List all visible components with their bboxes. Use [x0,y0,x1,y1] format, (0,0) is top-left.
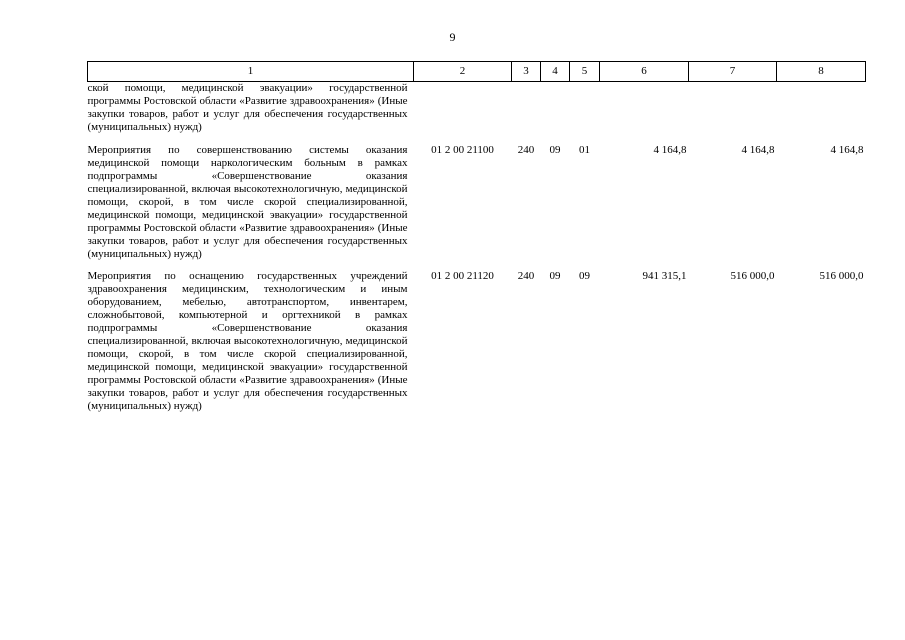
header-row [88,62,866,82]
page-number: 9 [449,30,456,44]
row-expense-type [512,82,541,140]
col-header-1: 1 [88,62,414,82]
row-section: 09 [549,270,561,282]
col-header-3: 3 [512,62,541,82]
col-header-7: 7 [689,62,777,82]
row-value-col6: 4 164,8 [653,144,687,156]
row-section: 09 [549,144,561,156]
col-header-5: 5 [570,62,600,82]
row-expense-type: 240 [517,270,535,282]
row-value-col8: 4 164,8 [830,144,864,156]
row-description: ской помощи, медицинской эвакуации» государственной программы Ростовской области «Развитие здравоохранения» (Иные закупки товаров, работ и услуг для обеспечения государственных (муниципальных) нужд) [87,82,408,133]
row-subsection: 01 [579,144,590,156]
row-value-col7: 516 000,0 [730,270,775,282]
row-target-code [414,82,512,140]
table-row [88,139,866,265]
row-expense-type: 240 [517,144,535,156]
row-description: Мероприятия по совершенствованию системы оказания медицинской помощи наркологическим больным в рамках подпрограммы «Совершенствование оказания специализированной, включая высокотехнологичную, медицинской помощи, скорой, в том числе скорой специализированной, медицинской помощи, медицинской эвакуации» государственной программы Ростовской области «Развитие здравоохранения» (Иные закупки товаров, работ и услуг для обеспечения государственных (муниципальных) нужд) [87,144,408,260]
row-subsection: 09 [579,270,590,282]
row-value-col6: 941 315,1 [642,270,687,282]
table-row [88,265,866,413]
budget-table [87,61,866,413]
row-value-col6 [600,82,689,140]
row-value-col7 [689,82,777,140]
col-header-2: 2 [414,62,512,82]
row-description: Мероприятия по оснащению государственных учреждений здравоохранения медицинским, технологическим и иным оборудованием, мебелью, автотранспортом, инвентарем, сложнобытовой, компьютерной и оргтехникой в рамках подпрограммы «Совершенствование оказания специализированной, включая высокотехнологичную, медицинской помощи, скорой, в том числе скорой специализированной, медицинской помощи, медицинской эвакуации» государственной программы Ростовской области «Развитие здравоохранения» (Иные закупки товаров, работ и услуг для обеспечения государственных (муниципальных) нужд) [87,270,408,412]
row-section [541,82,570,140]
col-header-8: 8 [777,62,866,82]
row-target-code: 01 2 00 21100 [431,144,494,156]
row-target-code: 01 2 00 21120 [431,270,494,282]
col-header-6: 6 [600,62,689,82]
row-value-col7: 4 164,8 [741,144,775,156]
row-value-col8 [777,82,866,140]
col-header-4: 4 [541,62,570,82]
row-value-col8: 516 000,0 [819,270,864,282]
table-row [88,82,866,140]
row-subsection [570,82,600,140]
